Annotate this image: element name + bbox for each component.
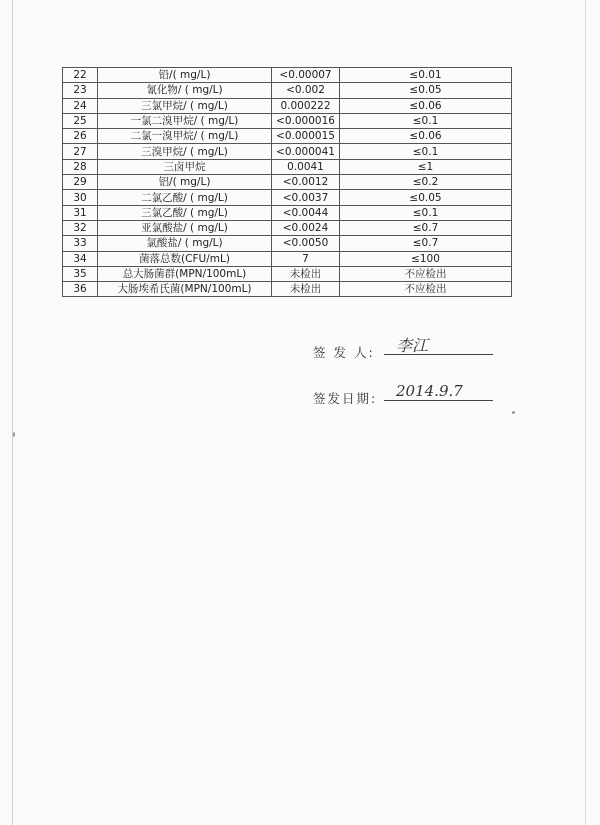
row-number: 22 bbox=[63, 68, 98, 83]
item-name: 二氯一溴甲烷/ ( mg/L) bbox=[98, 129, 272, 144]
limit-value: ≤0.7 bbox=[340, 220, 512, 235]
item-name: 大肠埃希氏菌(MPN/100mL) bbox=[98, 282, 272, 297]
table-row bbox=[63, 68, 512, 83]
issuer-signature: 李江 bbox=[396, 336, 429, 355]
table-row bbox=[63, 159, 512, 174]
table-row bbox=[63, 251, 512, 266]
item-name: 铝/( mg/L) bbox=[98, 175, 272, 190]
limit-value: 不应检出 bbox=[340, 282, 512, 297]
limit-value: ≤0.1 bbox=[340, 113, 512, 128]
result-value: 7 bbox=[272, 251, 340, 266]
scan-speck bbox=[13, 432, 15, 437]
result-value: <0.0050 bbox=[272, 236, 340, 251]
table-row bbox=[63, 98, 512, 113]
issue-date-line bbox=[384, 400, 493, 401]
row-number: 36 bbox=[63, 282, 98, 297]
item-name: 亚氯酸盐/ ( mg/L) bbox=[98, 220, 272, 235]
limit-value: 不应检出 bbox=[340, 266, 512, 281]
table-row bbox=[63, 83, 512, 98]
result-value: <0.0037 bbox=[272, 190, 340, 205]
table-row bbox=[63, 175, 512, 190]
limit-value: ≤0.2 bbox=[340, 175, 512, 190]
row-number: 25 bbox=[63, 113, 98, 128]
row-number: 34 bbox=[63, 251, 98, 266]
result-value: <0.000016 bbox=[272, 113, 340, 128]
limit-value: ≤0.7 bbox=[340, 236, 512, 251]
limit-value: ≤0.06 bbox=[340, 129, 512, 144]
table-row bbox=[63, 220, 512, 235]
item-name: 三氯乙酸/ ( mg/L) bbox=[98, 205, 272, 220]
result-value: 0.000222 bbox=[272, 98, 340, 113]
row-number: 28 bbox=[63, 159, 98, 174]
row-number: 26 bbox=[63, 129, 98, 144]
issuer-signature-line bbox=[384, 354, 493, 355]
limit-value: ≤100 bbox=[340, 251, 512, 266]
result-value: <0.0044 bbox=[272, 205, 340, 220]
table-row bbox=[63, 144, 512, 159]
item-name: 铅/( mg/L) bbox=[98, 68, 272, 83]
item-name: 三卤甲烷 bbox=[98, 159, 272, 174]
limit-value: ≤0.1 bbox=[340, 205, 512, 220]
row-number: 23 bbox=[63, 83, 98, 98]
limit-value: ≤0.01 bbox=[340, 68, 512, 83]
row-number: 32 bbox=[63, 220, 98, 235]
item-name: 三氯甲烷/ ( mg/L) bbox=[98, 98, 272, 113]
result-value: 0.0041 bbox=[272, 159, 340, 174]
page-edge-left bbox=[12, 0, 13, 825]
table-row bbox=[63, 190, 512, 205]
table-row bbox=[63, 282, 512, 297]
table-row bbox=[63, 266, 512, 281]
item-name: 二氯乙酸/ ( mg/L) bbox=[98, 190, 272, 205]
result-value: <0.0012 bbox=[272, 175, 340, 190]
row-number: 27 bbox=[63, 144, 98, 159]
item-name: 一氯二溴甲烷/ ( mg/L) bbox=[98, 113, 272, 128]
limit-value: ≤0.05 bbox=[340, 190, 512, 205]
result-value: 未检出 bbox=[272, 266, 340, 281]
item-name: 氰化物/ ( mg/L) bbox=[98, 83, 272, 98]
limit-value: ≤1 bbox=[340, 159, 512, 174]
page-edge-right bbox=[585, 0, 586, 825]
results-table bbox=[62, 67, 512, 297]
row-number: 35 bbox=[63, 266, 98, 281]
result-value: <0.000015 bbox=[272, 129, 340, 144]
item-name: 氯酸盐/ ( mg/L) bbox=[98, 236, 272, 251]
table-row bbox=[63, 236, 512, 251]
scan-speck bbox=[512, 411, 515, 414]
limit-value: ≤0.1 bbox=[340, 144, 512, 159]
result-value: <0.002 bbox=[272, 83, 340, 98]
issuer-label: 签 发 人: bbox=[313, 345, 375, 360]
limit-value: ≤0.06 bbox=[340, 98, 512, 113]
table-row bbox=[63, 113, 512, 128]
result-value: <0.000041 bbox=[272, 144, 340, 159]
result-value: <0.00007 bbox=[272, 68, 340, 83]
row-number: 29 bbox=[63, 175, 98, 190]
table-row bbox=[63, 205, 512, 220]
issue-date-label: 签发日期: bbox=[313, 391, 378, 406]
item-name: 三溴甲烷/ ( mg/L) bbox=[98, 144, 272, 159]
limit-value: ≤0.05 bbox=[340, 83, 512, 98]
item-name: 菌落总数(CFU/mL) bbox=[98, 251, 272, 266]
row-number: 33 bbox=[63, 236, 98, 251]
results-table-body bbox=[63, 68, 512, 297]
item-name: 总大肠菌群(MPN/100mL) bbox=[98, 266, 272, 281]
row-number: 24 bbox=[63, 98, 98, 113]
row-number: 30 bbox=[63, 190, 98, 205]
table-row bbox=[63, 129, 512, 144]
issue-date-value: 2014.9.7 bbox=[396, 382, 463, 400]
result-value: 未检出 bbox=[272, 282, 340, 297]
result-value: <0.0024 bbox=[272, 220, 340, 235]
row-number: 31 bbox=[63, 205, 98, 220]
